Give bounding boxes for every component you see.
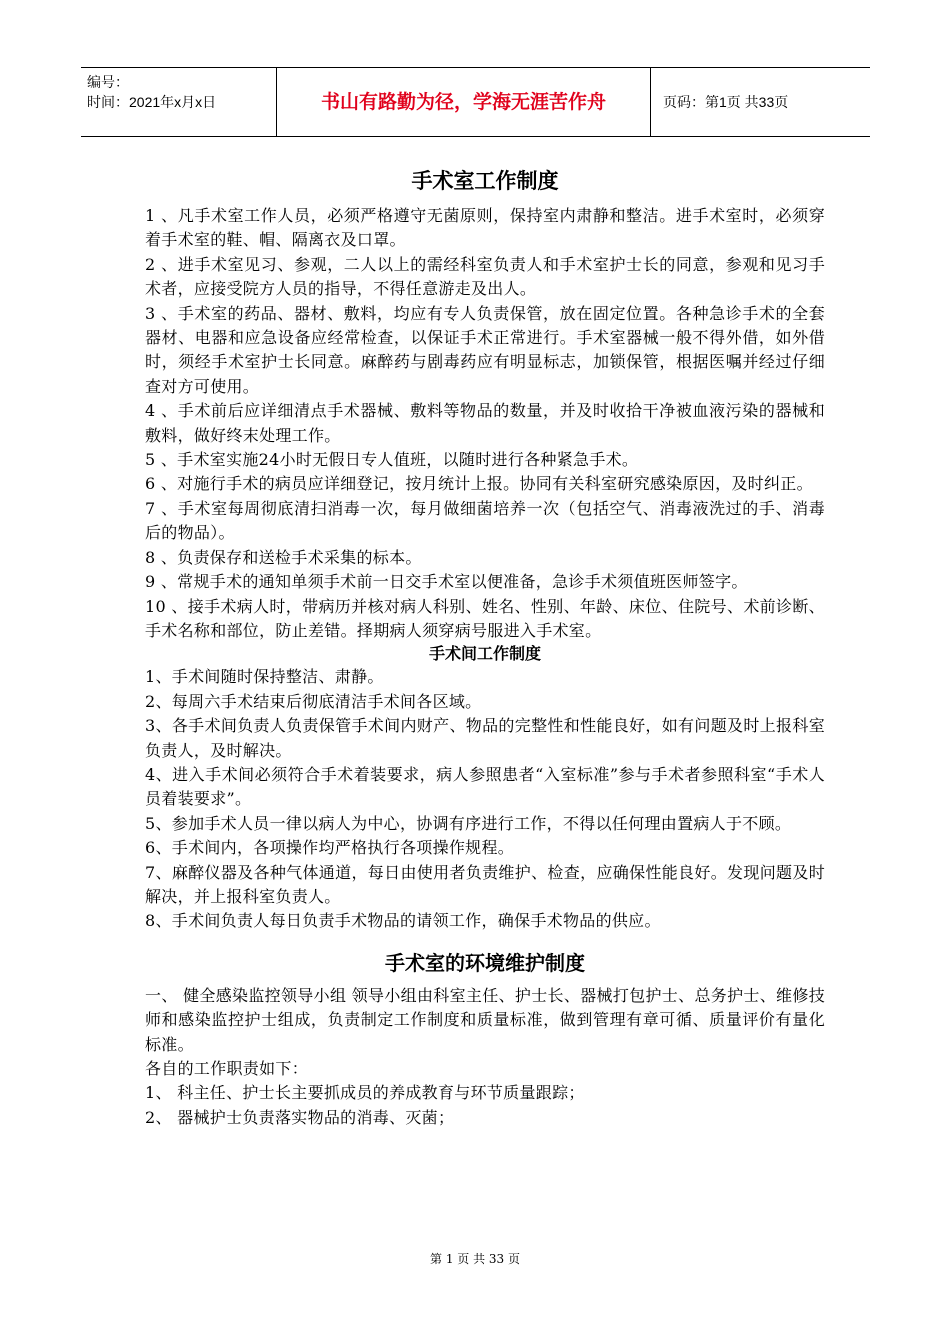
paragraph: 3 、手术室的药品、器材、敷料，均应有专人负责保管，放在固定位置。各种急诊手术的全套器材、电器和应急设备应经常检查，以保证手术正常进行。手术室器械一般不得外借，如外借时，须经手术室护士长同意。麻醉药与剧毒药应有明显标志，加锁保管，根据医嘱并经过仔细查对方可使用。 bbox=[145, 303, 825, 396]
section-title-operating-room-rules: 手术室工作制度 bbox=[411, 168, 559, 193]
paragraph: 4 、手术前后应详细清点手术器械、敷料等物品的数量，并及时收拾干净被血液污染的器械和敷料，做好终末处理工作。 bbox=[145, 401, 825, 445]
paragraph: 3、各手术间负责人负责保管手术间内财产、物品的完整性和性能良好，如有问题及时上报科室负责人，及时解决。 bbox=[145, 716, 825, 760]
paragraph: 2 、进手术室见习、参观，二人以上的需经科室负责人和手术室护士长的同意，参观和见习手术者，应接受院方人员的指导，不得任意游走及出人。 bbox=[145, 254, 825, 299]
paragraph: 6、手术间内，各项操作均严格执行各项操作规程。 bbox=[145, 838, 515, 858]
document-number-label: 编号： bbox=[87, 74, 129, 90]
paragraph: 2、每周六手术结束后彻底清洁手术间各区域。 bbox=[145, 691, 482, 711]
paragraph: 一、 健全感染监控领导小组 领导小组由科室主任、护士长、器械打包护士、总务护士、维修技师和感染监控护士组成，负责制定工作制度和质量标准，做到管理有章可循、质量评价有量化标准。 bbox=[145, 985, 825, 1054]
paragraph: 4、进入手术间必须符合手术着装要求，病人参照患者“入室标准”参与手术者参照科室“手术人员着装要求”。 bbox=[145, 764, 825, 809]
header-page-number: 页码：第1页 共33页 bbox=[663, 94, 789, 110]
paragraph: 8、手术间负责人每日负责手术物品的请领工作，确保手术物品的供应。 bbox=[145, 911, 661, 931]
header-motto: 书山有路勤为径，学海无涯苦作舟 bbox=[277, 68, 651, 136]
paragraph: 2、 器械护士负责落实物品的消毒、灭菌； bbox=[145, 1107, 455, 1127]
document-date-label: 时间：2021年x月x日 bbox=[87, 94, 217, 110]
paragraph: 8 、负责保存和送检手术采集的标本。 bbox=[145, 547, 422, 567]
section-environment-maintenance bbox=[145, 984, 825, 1130]
section-operating-room-unit-rules bbox=[145, 665, 825, 933]
page-header bbox=[81, 67, 870, 137]
page-footer: 第 1 页 共 33 页 bbox=[430, 1252, 520, 1266]
document-body bbox=[145, 166, 825, 1130]
paragraph: 1、手术间随时保持整洁、肃静。 bbox=[145, 667, 384, 687]
paragraph: 7、麻醉仪器及各种气体通道，每日由使用者负责维护、检查，应确保性能良好。发现问题及时解决，并上报科室负责人。 bbox=[145, 862, 825, 906]
paragraph: 1、 科主任、护士长主要抓成员的养成教育与环节质量跟踪； bbox=[145, 1083, 585, 1103]
paragraph: 5 、手术室实施24小时无假日专人值班，以随时进行各种紧急手术。 bbox=[145, 450, 639, 470]
section-title-operating-room-unit-rules: 手术间工作制度 bbox=[428, 644, 541, 664]
paragraph: 各自的工作职责如下： bbox=[145, 1059, 309, 1078]
section-title-environment-maintenance: 手术室的环境维护制度 bbox=[385, 950, 585, 975]
paragraph: 10 、接手术病人时，带病历并核对病人科别、姓名、性别、年龄、床位、住院号、术前诊断、手术名称和部位，防止差错。择期病人须穿病号服进入手术室。 bbox=[145, 596, 825, 640]
section-operating-room-rules bbox=[145, 204, 825, 643]
paragraph: 7 、手术室每周彻底清扫消毒一次，每月做细菌培养一次（包括空气、消毒液洗过的手、消毒后的物品）。 bbox=[145, 498, 825, 543]
paragraph: 9 、常规手术的通知单须手术前一日交手术室以便准备，急诊手术须值班医师签字。 bbox=[145, 572, 748, 592]
paragraph: 5、参加手术人员一律以病人为中心，协调有序进行工作，不得以任何理由置病人于不顾。 bbox=[145, 813, 792, 833]
paragraph: 1 、凡手术室工作人员，必须严格遵守无菌原则，保持室内肃静和整洁。进手术室时，必须穿着手术室的鞋、帽、隔离衣及口罩。 bbox=[145, 206, 825, 250]
paragraph: 6 、对施行手术的病员应详细登记，按月统计上报。协同有关科室研究感染原因，及时纠正。 bbox=[145, 474, 813, 494]
header-meta bbox=[81, 68, 277, 136]
